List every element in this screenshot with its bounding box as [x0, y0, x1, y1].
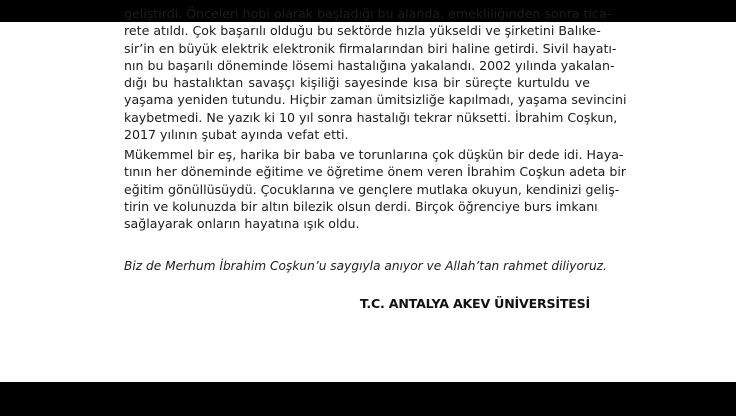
paragraph-line: rete atıldı. Çok başarılı olduğu bu sektörde hızla yükseldi ve şirketini Balıke-: [124, 23, 601, 39]
paragraph-line: sağlayarak onların hayatına ışık oldu.: [124, 216, 360, 232]
tribute-line: Biz de Merhum İbrahim Coşkun’u saygıyla anıyor ve Allah’tan rahmet diliyoruz.: [124, 259, 607, 273]
paragraph-line: Mükemmel bir eş, harika bir baba ve torunlarına çok düşkün bir dede idi. Haya-: [124, 147, 624, 162]
paragraph-line: dığı bu hastalıktan savaşçı kişiliği sayesinde kısa bir süreçte kurtuldu ve: [124, 75, 590, 91]
paragraph-line: nın bu başarılı döneminde lösemi hastalığına yakalandı. 2002 yılında yakalan-: [124, 57, 615, 73]
paragraph-line: eğitim gönüllüsüydü. Çocuklarına ve gençlere mutlaka okuyun, kendinizi geliş-: [124, 181, 620, 197]
paragraph-line: 2017 yılının şubat ayında vefat etti.: [124, 127, 349, 143]
paragraph-line: geliştirdi. Önceleri hobi olarak başladığı bu alanda, emekliliğinden sonra tica-: [124, 6, 612, 21]
family-paragraph: [124, 146, 627, 232]
paragraph-line: sir’in en büyük elektrik elektronik firmalarından biri haline getirdi. Sivil hayatı-: [124, 40, 617, 56]
paragraph-line: kaybetmedi. Ne yazık ki 10 yıl sonra hastalığı tekrar nüksetti. İbrahim Coşkun,: [124, 109, 618, 125]
biography-paragraph: [124, 5, 627, 143]
paragraph-line: tının her döneminde eğitime ve öğretime önem veren İbrahim Coşkun adeta bir: [124, 164, 627, 180]
bottom-letterbox-bar: [0, 382, 736, 416]
paragraph-line: tirin ve kolunuzda bir altın bilezik olsun derdi. Birçok öğrenciye burs imkanı: [124, 198, 598, 214]
university-signature: T.C. ANTALYA AKEV ÜNİVERSİTESİ: [359, 296, 590, 311]
paragraph-line: yaşama yeniden tutundu. Hiçbir zaman ümitsizliğe kapılmadı, yaşama sevincini: [124, 92, 627, 108]
document-page: [0, 6, 736, 382]
